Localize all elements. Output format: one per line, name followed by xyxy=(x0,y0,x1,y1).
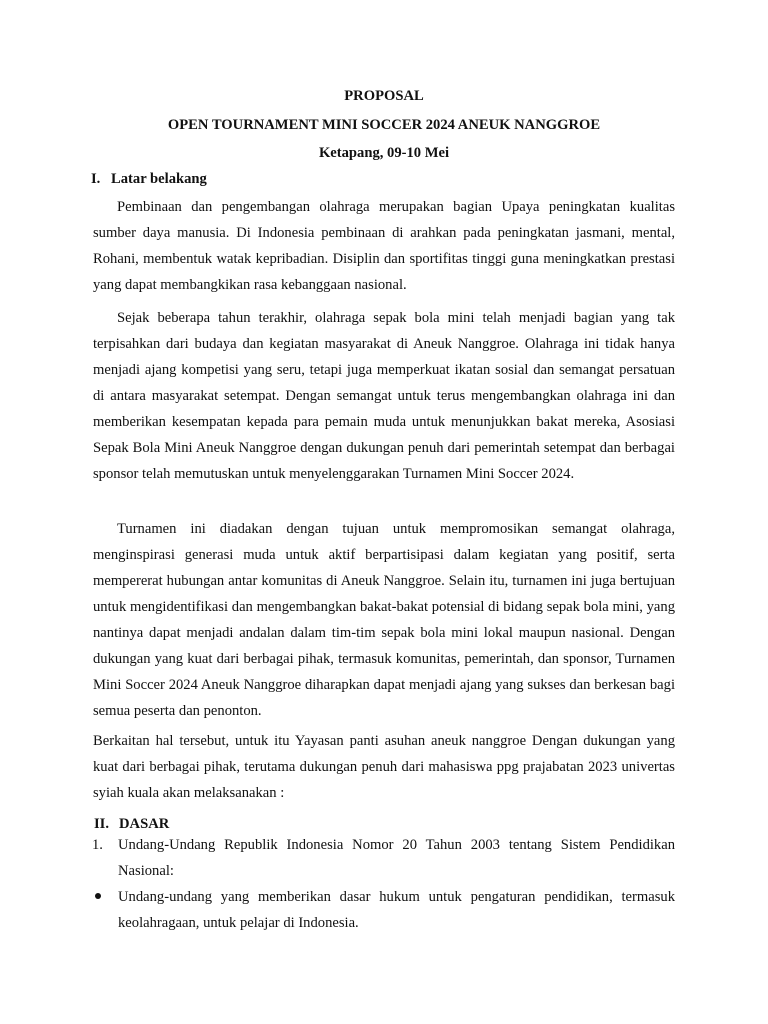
section-1-heading xyxy=(91,171,207,188)
list-item xyxy=(118,884,675,936)
list-item xyxy=(92,832,675,884)
document-title: PROPOSAL xyxy=(344,88,424,104)
section-2-title: DASAR xyxy=(119,816,170,832)
list-item-text: Undang-Undang Republik Indonesia Nomor 20 Tahun 2003 tentang Sistem Pendidikan Nasional: xyxy=(118,837,675,879)
section-2-heading xyxy=(94,816,169,833)
section-1-title: Latar belakang xyxy=(111,171,207,187)
section-1-number: I. xyxy=(91,171,101,187)
section-2-number: II. xyxy=(94,816,110,832)
paragraph-2: Sejak beberapa tahun terakhir, olahraga sepak bola mini telah menjadi bagian yang tak terpisahkan dari budaya dan kegiatan masyarakat di Aneuk Nanggroe. Olahraga ini tidak hanya menjadi ajang kompetisi yang seru, tetapi juga memperkuat ikatan sosial dan semangat persatuan di antara masyarakat setempat. Dengan semangat untuk terus mengembangkan olahraga ini dan memberikan kesempatan kepada para pemain muda untuk menunjukkan bakat mereka, Asosiasi Sepak Bola Mini Aneuk Nanggroe dengan dukungan penuh dari pemerintah setempat dan berbagai sponsor telah memutuskan untuk menyelenggarakan Turnamen Mini Soccer 2024. xyxy=(93,310,675,482)
document-subtitle: OPEN TOURNAMENT MINI SOCCER 2024 ANEUK NANGGROE xyxy=(167,117,601,133)
paragraph-4: Berkaitan hal tersebut, untuk itu Yayasan panti asuhan aneuk nanggroe Dengan dukungan yang kuat dari berbagai pihak, terutama dukungan penuh dari mahasiswa ppg prajabatan 2023 univertas syiah kuala akan melaksanakan : xyxy=(93,733,675,801)
paragraph-1: Pembinaan dan pengembangan olahraga merupakan bagian Upaya peningkatan kualitas sumber daya manusia. Di Indonesia pembinaan di arahkan pada peningkatan jasmani, mental, Rohani, membentuk watak kepribadian. Disiplin dan sportifitas tinggi guna meningkatkan prestasi yang dapat membangkikan rasa kebanggaan nasional. xyxy=(93,199,675,293)
paragraph-3: Turnamen ini diadakan dengan tujuan untuk mempromosikan semangat olahraga, menginspirasi generasi muda untuk aktif berpartisipasi dalam kegiatan yang positif, serta mempererat hubungan antar komunitas di Aneuk Nanggroe. Selain itu, turnamen ini juga bertujuan untuk mengidentifikasi dan mengembangkan bakat-bakat potensial di bidang sepak bola mini, yang nantinya dapat menjadi andalan dalam tim-tim sepak bola mini lokal maupun nasional. Dengan dukungan yang kuat dari berbagai pihak, termasuk komunitas, pemerintah, dan sponsor, Turnamen Mini Soccer 2024 Aneuk Nanggroe diharapkan dapat menjadi ajang yang sukses dan berkesan bagi semua peserta dan penonton. xyxy=(93,521,675,719)
list-item-text: Undang-undang yang memberikan dasar hukum untuk pengaturan pendidikan, termasuk keolahragaan, untuk pelajar di Indonesia. xyxy=(118,889,675,931)
bullet-icon xyxy=(95,893,101,899)
list-number: 1. xyxy=(92,837,103,853)
location-date: Ketapang, 09-10 Mei xyxy=(318,145,450,161)
